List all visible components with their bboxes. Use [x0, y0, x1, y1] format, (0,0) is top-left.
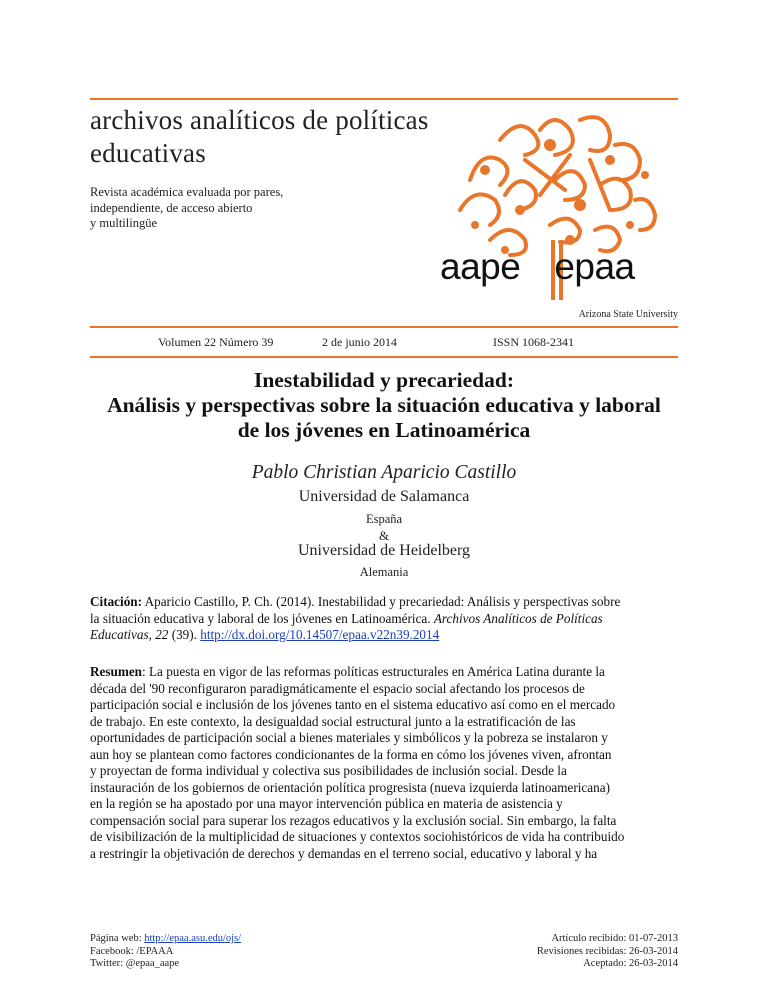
abstract-line: y proyectan de forma individual y colectiva sus posibilidades de inclusión social. Desde la: [90, 763, 567, 778]
citation-doi-link[interactable]: http://dx.doi.org/10.14507/epaa.v22n39.2014: [200, 627, 440, 642]
citation-journal: Educativas: [90, 627, 149, 642]
abstract-line: a restringir la objetivación de derechos y demandas en el terreno social, educativo y laboral y ha: [90, 845, 598, 861]
article-title: [60, 368, 708, 443]
footer-facebook: Facebook: /EPAAA: [90, 945, 174, 957]
journal-description-line: y multilingüe: [90, 216, 158, 230]
logo-wordmark: [440, 246, 680, 288]
issue-volume: Volumen 22 Número 39: [158, 335, 274, 349]
citation-volume: 22: [155, 627, 169, 642]
abstract-line: década del '90 reconfiguraron paradigmáticamente el espacio social afectando los procesos de: [90, 680, 585, 696]
journal-description: [90, 185, 370, 232]
abstract-line: de visibilización de la multiplicidad de situaciones y contextos sociohistóricos de vida ha contribuido: [90, 829, 625, 844]
abstract-line: en la región se ha apostado por una mayor intervención pública en materia de asistencia y: [90, 796, 563, 811]
footer-web-link[interactable]: http://epaa.asu.edu/ojs/: [144, 933, 242, 944]
article-title-line: de los jóvenes en Latinoamérica: [237, 418, 531, 442]
abstract-line: compensación social para superar los rezagos educativos y la exclusión social. Sin embargo, la falta: [90, 812, 617, 828]
logo-text-aape: aape: [440, 246, 521, 287]
journal-title-line: educativas: [90, 138, 206, 168]
affiliation-1: Universidad de Salamanca: [298, 488, 470, 505]
issue-top-rule: [90, 326, 678, 328]
citation-text: la situación educativa y laboral de los jóvenes en Latinoamérica.: [90, 610, 434, 626]
institution-name: Arizona State University: [578, 309, 678, 320]
country-2: Alemania: [359, 565, 409, 579]
citation-block: [90, 594, 680, 644]
abstract-line: oportunidades de participación social a bienes materiales y simbólicos y la pobreza se instalaron y: [90, 730, 608, 745]
abstract-label: Resumen: [90, 664, 143, 679]
journal-title-line: archivos analíticos de políticas: [90, 105, 429, 135]
journal-description-line: Revista académica evaluada por pares,: [90, 185, 284, 199]
article-title-line: Análisis y perspectivas sobre la situación educativa y laboral: [107, 393, 661, 417]
article-title-line: Inestabilidad y precariedad:: [253, 368, 514, 392]
citation-label: Citación:: [90, 594, 143, 609]
author-name: Pablo Christian Aparicio Castillo: [251, 462, 517, 483]
abstract-line: instauración de los gobiernos de orientación política progresista (nueva izquierda latinoamericana): [90, 779, 610, 795]
issue-date: 2 de junio 2014: [322, 335, 397, 349]
footer-twitter: Twitter: @epaa_aape: [90, 958, 180, 969]
citation-text: Aparicio Castillo, P. Ch. (2014). Inestabilidad y precariedad: Análisis y perspectivas sobre: [142, 594, 621, 609]
citation-text: ,: [148, 627, 156, 642]
footer-accepted: Aceptado: 26-03-2014: [583, 958, 678, 969]
footer-web-label: Página web:: [90, 933, 145, 944]
citation-journal: Archivos Analíticos de Políticas: [433, 610, 603, 626]
issue-bottom-rule: [90, 356, 678, 358]
affiliation-ampersand: &: [378, 528, 390, 543]
footer-dates: [537, 933, 678, 971]
affiliation-2: Universidad de Heidelberg: [297, 542, 471, 559]
logo-text-epaa: epaa: [554, 246, 635, 287]
footer-revised: Revisiones recibidas: 26-03-2014: [536, 945, 678, 957]
journal-description-line: independiente, de acceso abierto: [90, 200, 253, 215]
abstract-line: de trabajo. En este contexto, la desigualdad social estructural junto a la estratificación de las: [90, 713, 576, 729]
footer-contact: [90, 933, 241, 971]
country-1: España: [365, 512, 403, 526]
abstract-line: participación social e inclusión de los jóvenes tanto en el sistema educativo así como en el mercado: [90, 697, 616, 712]
abstract-line: aun hoy se plantean como factores condicionantes de la forma en cómo los jóvenes viven, afrontan: [90, 746, 612, 762]
citation-number: (39).: [168, 627, 201, 642]
abstract-line: : La puesta en vigor de las reformas políticas estructurales en América Latina durante la: [142, 664, 605, 679]
issue-issn: ISSN 1068-2341: [493, 335, 575, 349]
abstract-block: [90, 664, 680, 862]
footer-received: Artículo recibido: 01-07-2013: [551, 933, 678, 944]
